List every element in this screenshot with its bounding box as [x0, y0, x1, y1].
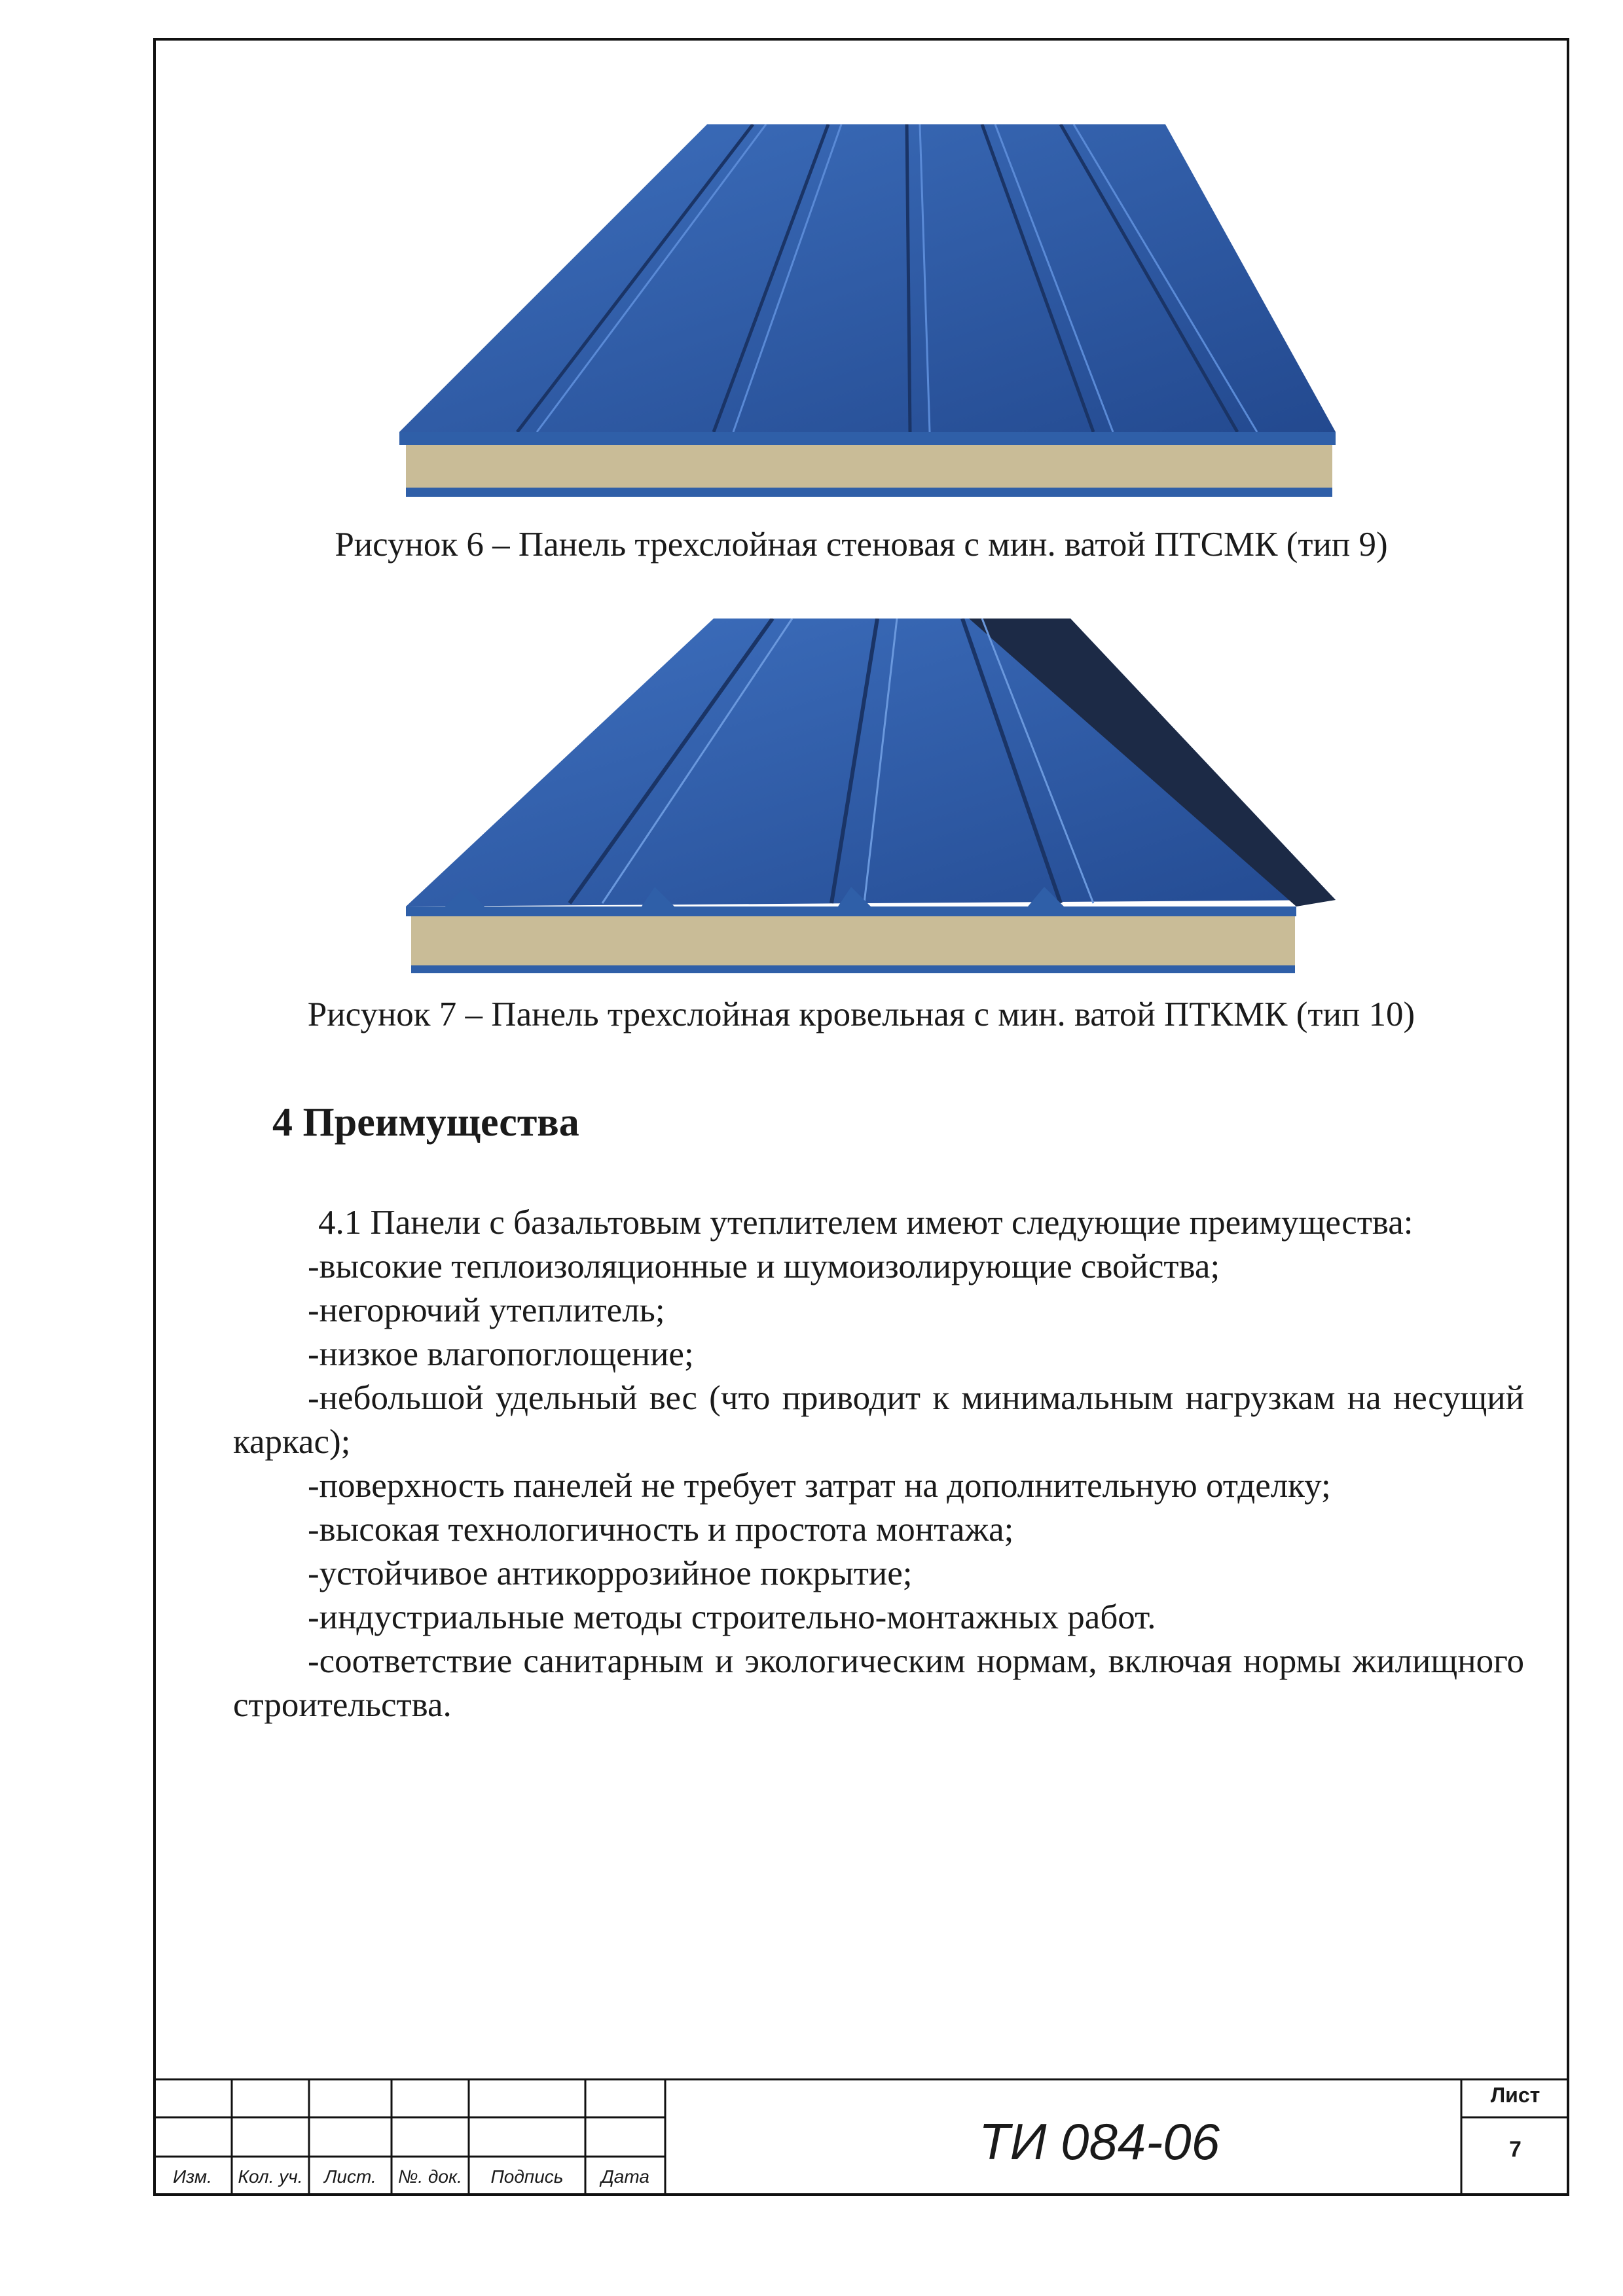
section-intro: 4.1 Панели с базальтовым утеплителем имеют следующие преимущества: [318, 1204, 1413, 1242]
advantage-item: -поверхность панелей не требует затрат на дополнительную отделку; [308, 1467, 1331, 1505]
figure-7-caption: Рисунок 7 – Панель трехслойная кровельная с мин. ватой ПТКМК (тип 10) [307, 996, 1415, 1033]
advantage-item: -небольшой удельный вес (что приводит к минимальным нагрузкам на несущий каркас); [233, 1379, 1524, 1461]
col-izm: Изм. [173, 2166, 212, 2187]
col-date: Дата [601, 2166, 649, 2187]
col-kol-uch: Кол. уч. [238, 2166, 303, 2187]
advantage-item: -негорючий утеплитель; [308, 1291, 665, 1329]
advantage-item: -индустриальные методы строительно-монтажных работ. [308, 1598, 1156, 1636]
figure-6-caption: Рисунок 6 – Панель трехслойная стеновая с мин. ватой ПТСМК (тип 9) [335, 526, 1388, 564]
wall-panel-image [399, 124, 1336, 504]
section-heading: 4 Преимущества [272, 1100, 579, 1145]
advantage-item: -низкое влагопоглощение; [308, 1335, 694, 1373]
sheet-label: Лист [1490, 2083, 1541, 2107]
advantage-item: -устойчивое антикоррозийное покрытие; [308, 1554, 913, 1592]
advantage-item: -соответствие санитарным и экологическим нормам, включая нормы жилищного строительства. [233, 1642, 1524, 1724]
col-doc-num: №. док. [398, 2166, 462, 2187]
sheet-number: 7 [1509, 2137, 1522, 2162]
roof-panel-image [406, 619, 1336, 982]
document-code: ТИ 084-06 [979, 2113, 1220, 2170]
advantage-item: -высокие теплоизоляционные и шумоизолирующие свойства; [308, 1247, 1220, 1285]
title-block [153, 2078, 1569, 2196]
col-signature: Подпись [490, 2166, 564, 2187]
advantage-item: -высокая технологичность и простота монтажа; [308, 1511, 1014, 1549]
col-list: Лист. [324, 2166, 376, 2187]
